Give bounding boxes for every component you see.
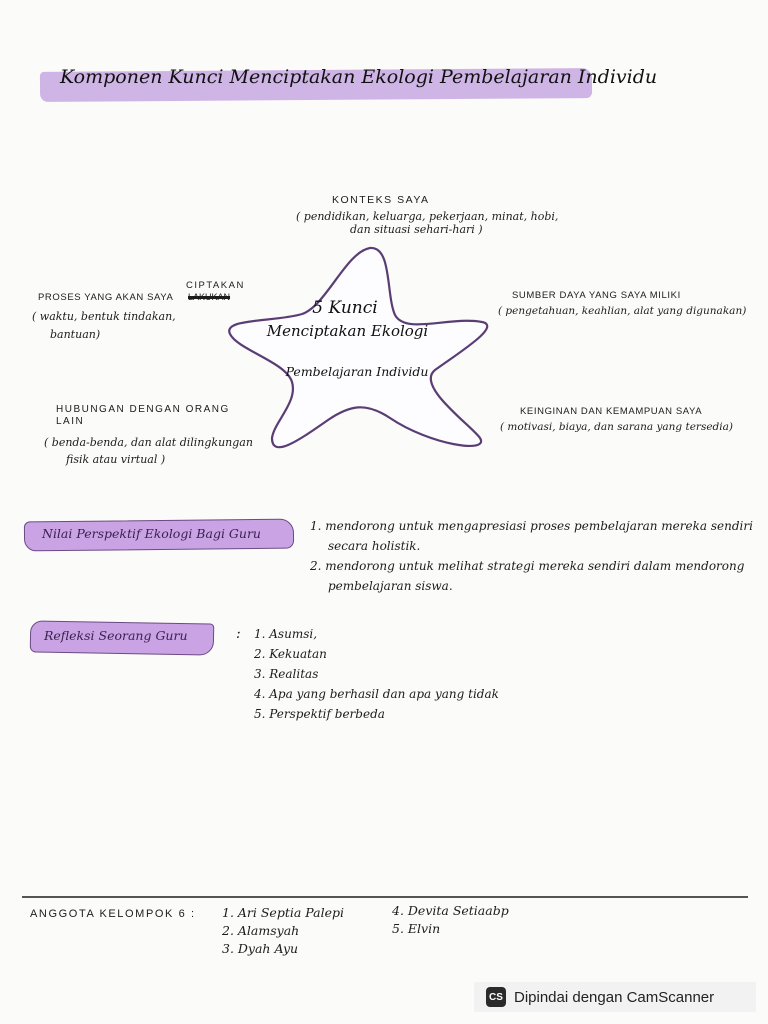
camscanner-watermark bbox=[474, 982, 756, 1012]
refleksi-item-3: 3. Realitas bbox=[254, 667, 319, 681]
footer-divider bbox=[22, 896, 748, 898]
branch-top-heading: KONTEKS SAYA bbox=[332, 194, 430, 206]
branch-top-detail-2: dan situasi sehari-hari ) bbox=[350, 223, 483, 236]
branch-left-upper-correction: CIPTAKAN bbox=[186, 280, 245, 291]
branch-left-upper-heading: PROSES YANG AKAN SAYA bbox=[38, 292, 174, 303]
star-title-line3: Pembelajaran Individu bbox=[285, 364, 429, 379]
refleksi-item-5: 5. Perspektif berbeda bbox=[254, 707, 385, 721]
nilai-item-2-line-2: pembelajaran siswa. bbox=[328, 579, 453, 593]
refleksi-item-1: 1. Asumsi, bbox=[254, 627, 318, 641]
member-4: 4. Devita Setiaabp bbox=[392, 903, 509, 918]
members-label: ANGGOTA KELOMPOK 6 : bbox=[30, 908, 196, 920]
page-title: Komponen Kunci Menciptakan Ekologi Pembelajaran Individu bbox=[60, 66, 658, 88]
branch-right-lower-detail-1: ( motivasi, biaya, dan sarana yang tersedia) bbox=[500, 421, 733, 433]
member-1: 1. Ari Septia Palepi bbox=[222, 905, 344, 920]
members-col-2 bbox=[392, 902, 509, 938]
camscanner-text: Dipindai dengan CamScanner bbox=[514, 988, 715, 1006]
nilai-list bbox=[310, 516, 753, 596]
refleksi-item-4: 4. Apa yang berhasil dan apa yang tidak bbox=[254, 687, 499, 701]
branch-right-upper-heading: SUMBER DAYA YANG SAYA MILIKI bbox=[512, 290, 681, 301]
member-2: 2. Alamsyah bbox=[222, 923, 300, 938]
branch-left-lower-detail-1: ( benda-benda, dan alat dilingkungan bbox=[44, 436, 253, 449]
members-col-1 bbox=[222, 904, 344, 958]
nilai-item-1-line-2: secara holistik. bbox=[328, 539, 421, 553]
branch-right-lower-heading: KEINGINAN DAN KEMAMPUAN SAYA bbox=[520, 406, 703, 417]
camscanner-logo-icon: CS bbox=[486, 987, 506, 1007]
member-5: 5. Elvin bbox=[392, 921, 441, 936]
star-title-line1: 5 Kunci bbox=[312, 298, 378, 318]
branch-right-upper-detail-1: ( pengetahuan, keahlian, alat yang digunakan) bbox=[498, 305, 747, 317]
refleksi-item-2: 2. Kekuatan bbox=[254, 647, 327, 661]
branch-left-lower-heading: HUBUNGAN DENGAN ORANG LAIN bbox=[56, 404, 230, 427]
branch-top-detail-1: ( pendidikan, keluarga, pekerjaan, minat, hobi, bbox=[296, 210, 559, 223]
member-3: 3. Dyah Ayu bbox=[222, 941, 299, 956]
star-title-line2: Menciptakan Ekologi bbox=[266, 322, 429, 340]
nilai-item-1-line-1: 1. mendorong untuk mengapresiasi proses pembelajaran mereka sendiri bbox=[310, 519, 753, 533]
branch-left-upper-detail-2: bantuan) bbox=[50, 328, 101, 341]
nilai-banner-label: Nilai Perspektif Ekologi Bagi Guru bbox=[42, 526, 261, 541]
nilai-item-2-line-1: 2. mendorong untuk melihat strategi mereka sendiri dalam mendorong bbox=[310, 559, 745, 573]
branch-left-lower-detail-2: fisik atau virtual ) bbox=[66, 453, 166, 466]
refleksi-banner-label: Refleksi Seorang Guru bbox=[44, 628, 188, 643]
branch-left-upper-struck: LAKUKAN bbox=[188, 292, 231, 302]
refleksi-list bbox=[254, 624, 499, 724]
refleksi-colon: : bbox=[236, 626, 241, 642]
branch-left-upper-detail-1: ( waktu, bentuk tindakan, bbox=[32, 310, 176, 323]
